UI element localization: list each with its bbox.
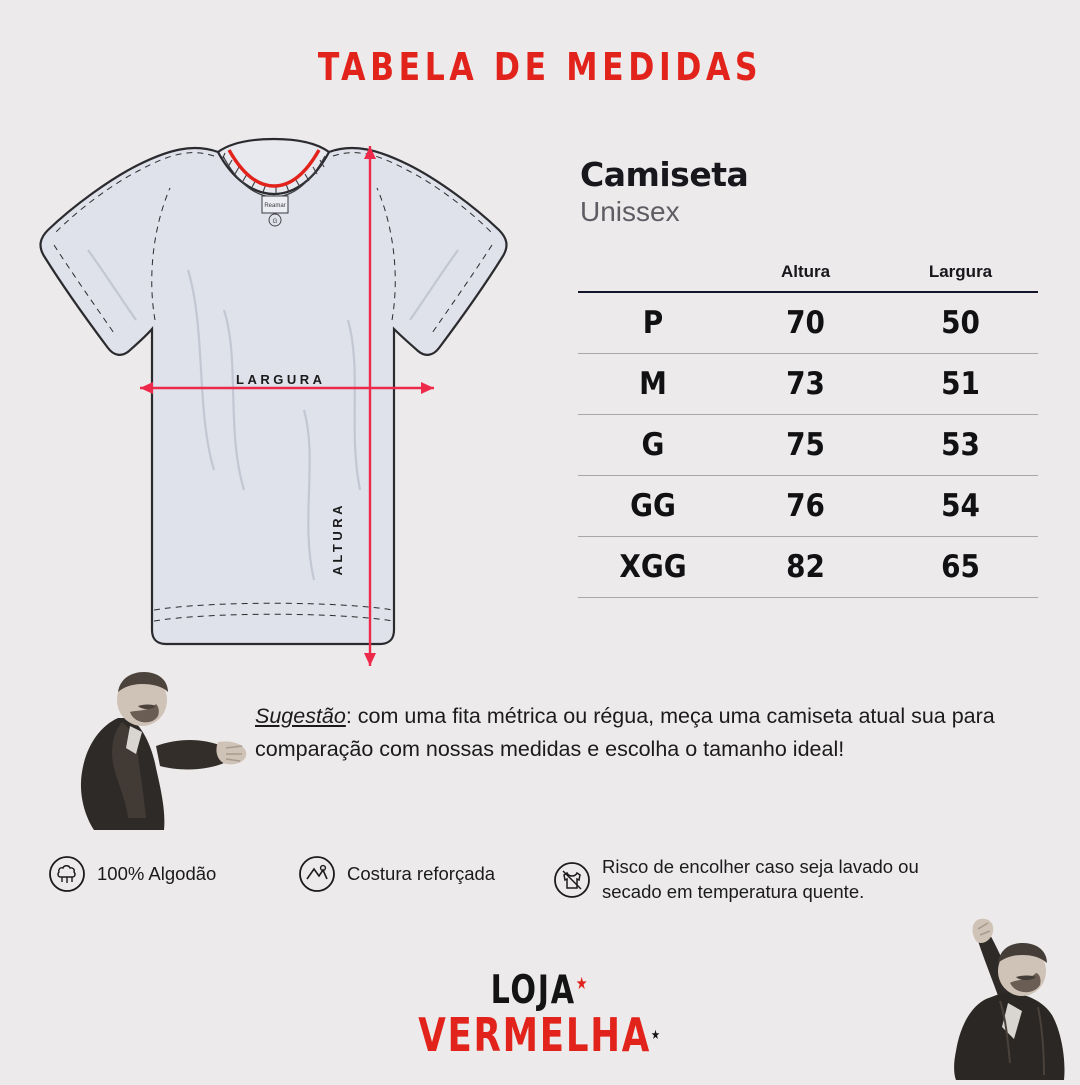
- brand-line-1: [76, 968, 1005, 1013]
- product-heading: [580, 155, 748, 228]
- star-icon-dark: ★: [651, 1028, 662, 1043]
- table-row: [578, 415, 1038, 476]
- page-title: TABELA DE MEDIDAS: [317, 45, 763, 89]
- table-row: [578, 292, 1038, 354]
- brand-line-2-text: VERMELHA: [418, 1008, 652, 1062]
- product-subtitle: Unissex: [580, 196, 680, 227]
- table-row: [578, 476, 1038, 537]
- star-icon: ★: [575, 974, 590, 994]
- cell-largura: 50: [883, 292, 1038, 354]
- feature-seam-label: Costura reforçada: [347, 862, 496, 884]
- brand-line-1-text: LOJA: [490, 968, 576, 1013]
- reinforced-seam-icon: [298, 855, 336, 893]
- feature-cotton: [48, 855, 298, 893]
- height-dimension-label: ALTURA: [330, 502, 345, 576]
- table-header-size: [578, 262, 728, 292]
- width-dimension-label: LARGURA: [236, 372, 326, 387]
- cell-altura: 75: [728, 415, 883, 476]
- suggestion-keyword: Sugestão: [255, 704, 346, 728]
- tshirt-drawing: [18, 110, 538, 680]
- cell-size: G: [578, 415, 728, 476]
- brand-logo: [0, 968, 1080, 1062]
- shrink-warning-icon: [553, 861, 591, 899]
- shirt-illustration: [18, 110, 538, 680]
- svg-text:Reamar: Reamar: [264, 203, 286, 209]
- cell-altura: 82: [728, 537, 883, 598]
- cell-largura: 54: [883, 476, 1038, 537]
- cell-size: GG: [578, 476, 728, 537]
- table-header-largura: Largura: [883, 262, 1038, 292]
- cotton-icon: [48, 855, 86, 893]
- suggestion-text: [255, 700, 1015, 767]
- cell-largura: 53: [883, 415, 1038, 476]
- cell-size: XGG: [578, 537, 728, 598]
- cell-largura: 51: [883, 354, 1038, 415]
- table-row: [578, 537, 1038, 598]
- feature-seam: [298, 855, 553, 893]
- cell-size: P: [578, 292, 728, 354]
- svg-text:G: G: [272, 219, 278, 225]
- product-name: Camiseta: [580, 155, 749, 194]
- feature-shrink-label: Risco de encolher caso seja lavado ou secado em temperatura quente.: [602, 856, 919, 902]
- lenin-pointing-photo: [60, 660, 250, 835]
- size-table: [578, 262, 1038, 598]
- cell-altura: 70: [728, 292, 883, 354]
- table-row: [578, 354, 1038, 415]
- table-header-altura: Altura: [728, 262, 883, 292]
- care-features: [48, 855, 1038, 905]
- cell-altura: 76: [728, 476, 883, 537]
- feature-cotton-label: 100% Algodão: [97, 862, 217, 884]
- feature-shrink-warning: [553, 855, 983, 905]
- brand-line-2: [76, 1008, 1005, 1062]
- cell-largura: 65: [883, 537, 1038, 598]
- table-header-row: [578, 262, 1038, 292]
- suggestion-body: : com uma fita métrica ou régua, meça uma camiseta atual sua para comparação com nossas medidas e escolha o tamanho ideal!: [255, 704, 995, 762]
- cell-altura: 73: [728, 354, 883, 415]
- cell-size: M: [578, 354, 728, 415]
